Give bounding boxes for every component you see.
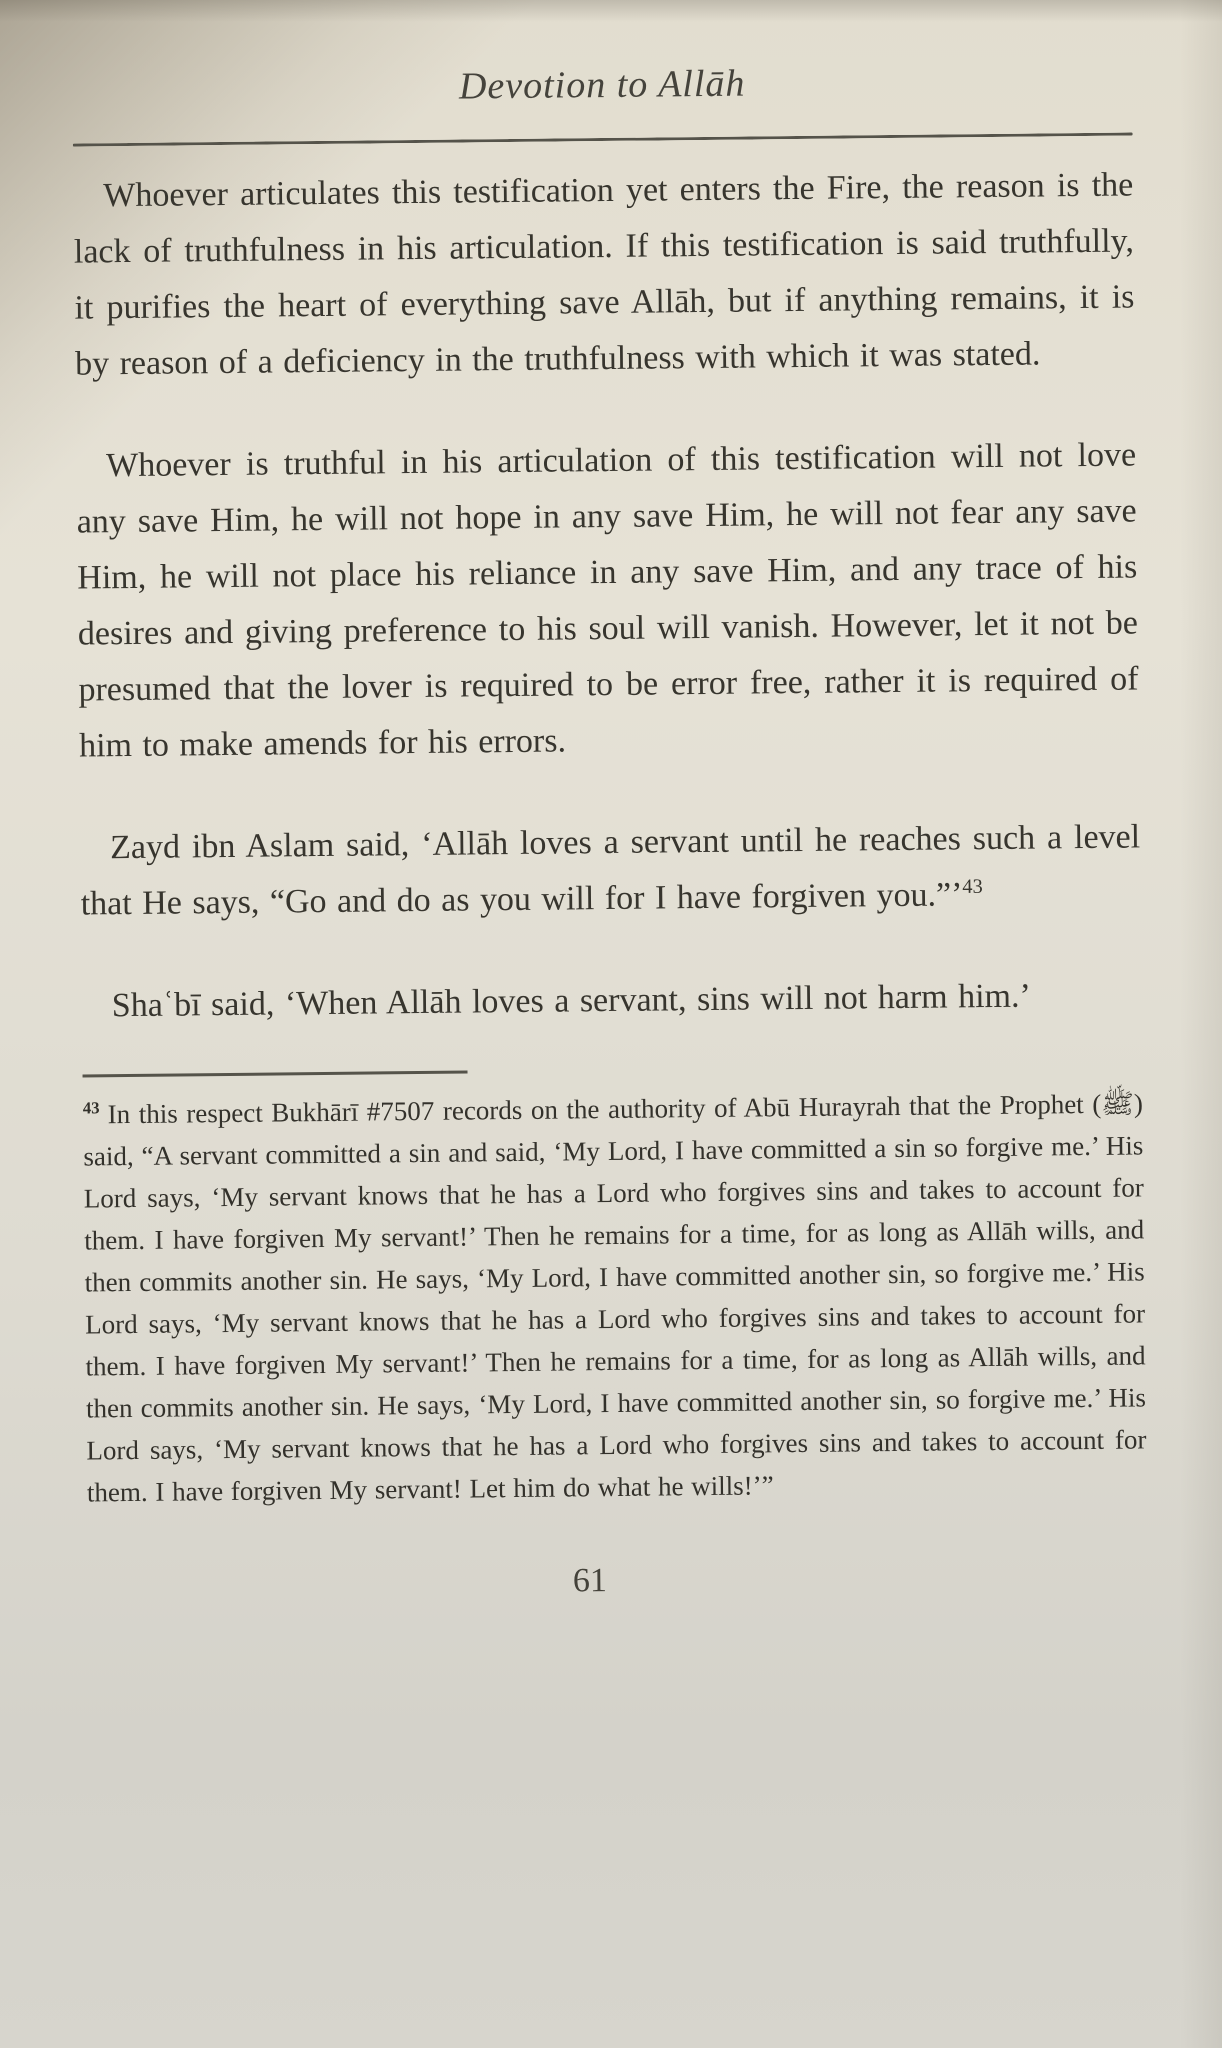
footnote-divider bbox=[83, 1070, 468, 1077]
paragraph-text: Shaʿbī said, ‘When Allāh loves a servant, sins will not harm him.’ bbox=[111, 977, 1032, 1025]
page-content bbox=[71, 0, 1148, 1605]
footnote-reference: 43 bbox=[962, 875, 983, 898]
page-number: 61 bbox=[572, 1562, 608, 1600]
running-header-title: Devotion to Allāh bbox=[458, 62, 746, 108]
body-paragraph bbox=[82, 967, 1143, 1034]
body-paragraph bbox=[76, 427, 1139, 774]
footnote bbox=[83, 1082, 1147, 1513]
body-paragraph bbox=[80, 809, 1141, 932]
body-paragraph bbox=[73, 157, 1135, 392]
header-rule bbox=[73, 132, 1133, 146]
paragraph-text: Whoever is truthful in his articulation of this testification will not love any save Him, he will not hope in any save Him, he will not fear any save Him, he will not place his reliance in any save Him, and any trace of his desires and giving preference to his soul will vanish. However, let it not be presumed that the lover is required to be error free, rather it is required of him to make amends for his errors. bbox=[76, 436, 1139, 765]
footnote-text: In this respect Bukhārī #7507 records on the authority of Abū Hurayrah that the Prophet (ﷺ) said, “A servant committed a sin and said, ‘My Lord, I have committed a sin so forgive me.’ His Lord says, ‘My servant knows that he has a Lord who forgives sins and takes to account for them. I have forgiven My servant!’ Then he remains for a time, for as long as Allāh wills, and then commits another sin. He says, ‘My Lord, I have committed another sin, so forgive me.’ His Lord says, ‘My servant knows that he has a Lord who forgives sins and takes to account for them. I have forgiven My servant!’ Then he remains for a time, for as long as Allāh wills, and then commits another sin. He says, ‘My Lord, I have committed another sin, so forgive me.’ His Lord says, ‘My servant knows that he has a Lord who forgives sins and takes to account for them. I have forgiven My servant! Let him do what he wills!’” bbox=[83, 1088, 1147, 1508]
footnote-marker: 43 bbox=[82, 1098, 100, 1118]
paragraph-text: Zayd ibn Aslam said, ‘Allāh loves a servant until he reaches such a level that He says, “Go and do as you will for I have forgiven you.”’ bbox=[80, 818, 1141, 923]
paragraph-text: Whoever articulates this testification yet enters the Fire, the reason is the lack of truthfulness in his articulation. If this testification is said truthfully, it purifies the heart of everything save Allāh, but if anything remains, it is by reason of a deficiency in the truthfulness with which it was stated. bbox=[73, 166, 1135, 383]
